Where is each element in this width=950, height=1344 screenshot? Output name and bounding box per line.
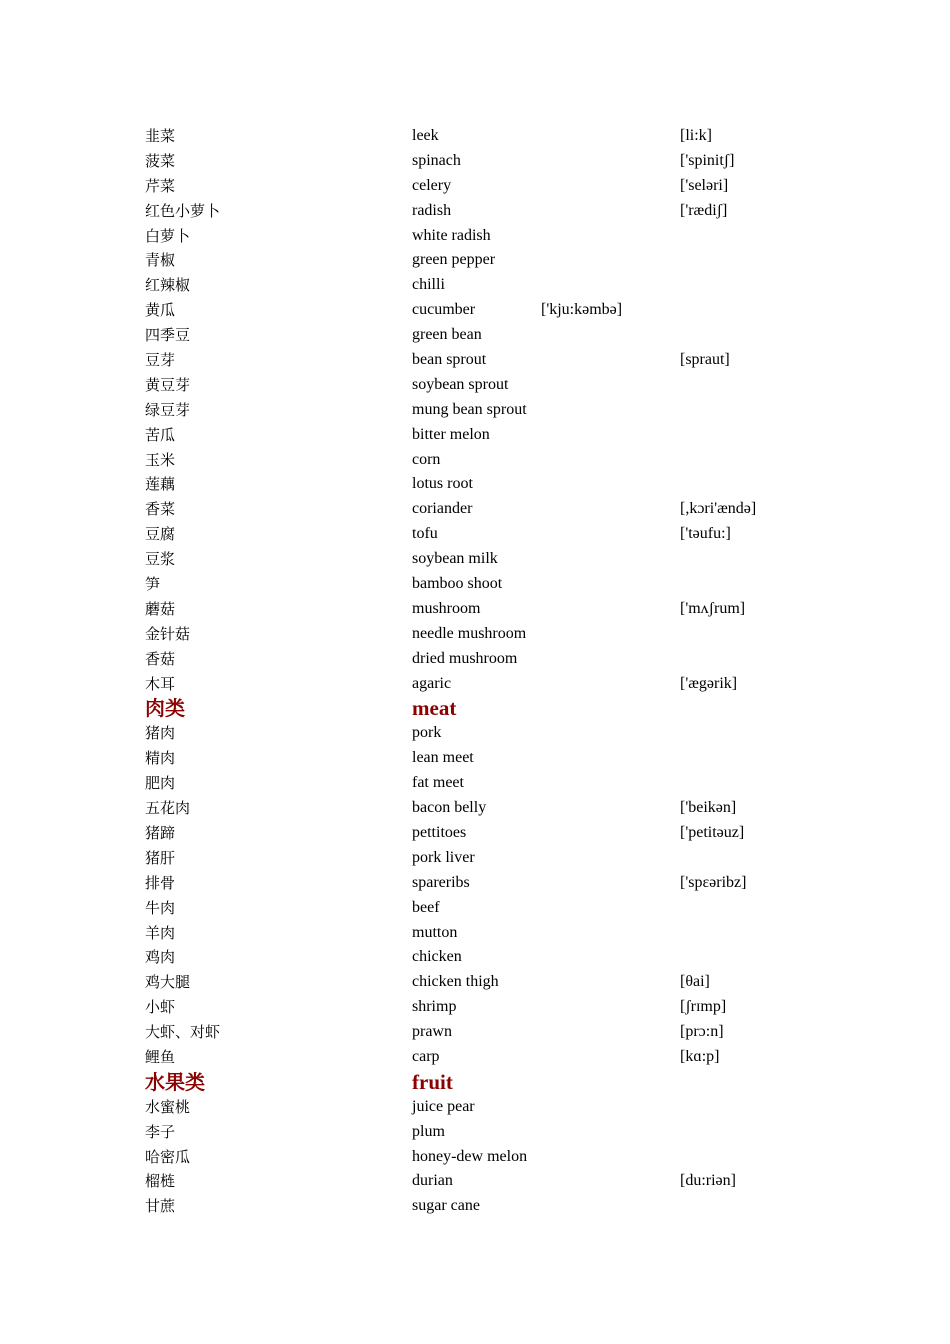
phonetic-transcription: [du:riən] <box>680 1172 736 1190</box>
chinese-term: 牛肉 <box>145 898 176 917</box>
section-heading-row <box>0 1070 950 1095</box>
chinese-term: 哈密瓜 <box>145 1147 191 1166</box>
chinese-term: 水蜜桃 <box>145 1097 191 1116</box>
chinese-term: 猪肝 <box>145 848 176 867</box>
vocabulary-row <box>0 298 950 323</box>
vocabulary-row <box>0 199 950 224</box>
chinese-term: 红辣椒 <box>145 276 191 295</box>
vocabulary-row <box>0 472 950 497</box>
english-term: spareribs <box>412 873 470 891</box>
vocabulary-row <box>0 821 950 846</box>
english-term: fat meet <box>412 774 464 792</box>
english-term: chicken <box>412 948 462 966</box>
vocabulary-row <box>0 1194 950 1219</box>
chinese-term: 芹菜 <box>145 176 176 195</box>
phonetic-transcription: [ʃrɪmp] <box>680 998 727 1016</box>
phonetic-transcription: [prɔ:n] <box>680 1023 724 1041</box>
vocabulary-row <box>0 497 950 522</box>
phonetic-transcription: ['rædiʃ] <box>680 201 728 219</box>
english-term: mushroom <box>412 599 481 617</box>
vocabulary-row <box>0 1045 950 1070</box>
chinese-term: 豆腐 <box>145 525 176 544</box>
chinese-term: 黄豆芽 <box>145 375 191 394</box>
chinese-term: 黄瓜 <box>145 301 176 320</box>
english-term: tofu <box>412 525 438 543</box>
vocabulary-row <box>0 124 950 149</box>
phonetic-transcription: ['mʌʃrum] <box>680 599 746 617</box>
phonetic-transcription: ['spɛəribz] <box>680 873 747 891</box>
chinese-term: 豆浆 <box>145 550 176 569</box>
english-term: pork liver <box>412 848 475 866</box>
vocabulary-row <box>0 622 950 647</box>
chinese-term: 排骨 <box>145 873 176 892</box>
chinese-term: 李子 <box>145 1122 176 1141</box>
english-term: durian <box>412 1172 453 1190</box>
vocabulary-row <box>0 1095 950 1120</box>
chinese-term: 榴梿 <box>145 1172 176 1191</box>
chinese-term: 红色小萝卜 <box>145 201 221 220</box>
english-term: carp <box>412 1047 440 1065</box>
vocabulary-row <box>0 846 950 871</box>
section-heading-english: meat <box>412 696 457 721</box>
phonetic-transcription: ['beikən] <box>680 799 737 817</box>
vocabulary-row <box>0 921 950 946</box>
chinese-term: 鸡大腿 <box>145 973 191 992</box>
english-term: bacon belly <box>412 799 487 817</box>
english-term: mung bean sprout <box>412 400 527 418</box>
vocabulary-row <box>0 796 950 821</box>
english-term: needle mushroom <box>412 624 527 642</box>
section-heading-chinese: 肉类 <box>145 696 185 721</box>
vocabulary-row <box>0 1145 950 1170</box>
vocabulary-row <box>0 448 950 473</box>
chinese-term: 苦瓜 <box>145 425 176 444</box>
phonetic-transcription: [spraut] <box>680 351 730 369</box>
vocabulary-row <box>0 1020 950 1045</box>
chinese-term: 甘蔗 <box>145 1197 176 1216</box>
chinese-term: 韭菜 <box>145 127 176 145</box>
english-term: mutton <box>412 923 458 941</box>
english-term: bitter melon <box>412 425 490 443</box>
chinese-term: 肥肉 <box>145 774 176 793</box>
phonetic-transcription: [li:k] <box>680 127 712 144</box>
english-term: juice pear <box>412 1097 475 1115</box>
english-term: lotus root <box>412 475 473 493</box>
vocabulary-row <box>0 896 950 921</box>
chinese-term: 羊肉 <box>145 923 176 942</box>
english-term: beef <box>412 898 440 916</box>
vocabulary-row <box>0 1120 950 1145</box>
english-term: cucumber <box>412 301 476 319</box>
phonetic-transcription: [,kɔri'ændə] <box>680 500 757 518</box>
chinese-term: 香菜 <box>145 500 176 519</box>
vocabulary-row <box>0 248 950 273</box>
english-term: green bean <box>412 326 482 344</box>
english-term: soybean sprout <box>412 375 509 393</box>
phonetic-transcription: ['təufu:] <box>680 525 731 543</box>
chinese-term: 五花肉 <box>145 799 191 818</box>
phonetic-transcription: ['ægərik] <box>680 674 738 692</box>
vocabulary-row <box>0 398 950 423</box>
vocabulary-row <box>0 348 950 373</box>
vocabulary-row <box>0 1169 950 1194</box>
section-heading-chinese: 水果类 <box>145 1069 205 1094</box>
english-term: corn <box>412 450 441 468</box>
phonetic-transcription: ['spinitʃ] <box>680 151 735 169</box>
english-term: spinach <box>412 151 461 169</box>
vocabulary-row <box>0 224 950 249</box>
english-term: coriander <box>412 500 473 518</box>
english-term: sugar cane <box>412 1197 480 1215</box>
english-term: pettitoes <box>412 823 467 841</box>
english-term: white radish <box>412 226 491 244</box>
vocabulary-row <box>0 174 950 199</box>
english-term: chicken thigh <box>412 973 499 991</box>
chinese-term: 大虾、对虾 <box>145 1023 221 1042</box>
english-term: shrimp <box>412 998 457 1016</box>
vocabulary-row <box>0 373 950 398</box>
vocabulary-row <box>0 672 950 697</box>
chinese-term: 香菇 <box>145 649 176 668</box>
english-term: prawn <box>412 1023 452 1041</box>
chinese-term: 金针菇 <box>145 624 191 643</box>
chinese-term: 青椒 <box>145 251 176 270</box>
english-term: dried mushroom <box>412 649 518 667</box>
vocabulary-row <box>0 771 950 796</box>
section-heading-english: fruit <box>412 1069 453 1094</box>
vocabulary-row <box>0 871 950 896</box>
chinese-term: 玉米 <box>145 450 176 469</box>
vocabulary-row <box>0 547 950 572</box>
english-term: pork <box>412 724 442 742</box>
chinese-term: 蘑菇 <box>145 599 176 618</box>
phonetic-transcription: [θai] <box>680 973 710 991</box>
vocabulary-row <box>0 945 950 970</box>
english-term: chilli <box>412 276 445 294</box>
english-term: plum <box>412 1122 445 1140</box>
vocabulary-row <box>0 721 950 746</box>
chinese-term: 猪肉 <box>145 724 176 743</box>
english-term: bamboo shoot <box>412 575 503 593</box>
chinese-term: 精肉 <box>145 749 176 768</box>
chinese-term: 鲤鱼 <box>145 1047 176 1066</box>
phonetic-transcription: ['petitəuz] <box>680 823 745 841</box>
vocabulary-row <box>0 323 950 348</box>
english-term: agaric <box>412 674 452 692</box>
vocabulary-row <box>0 522 950 547</box>
vocabulary-row <box>0 273 950 298</box>
chinese-term: 猪蹄 <box>145 823 176 842</box>
vocabulary-row <box>0 149 950 174</box>
section-heading-row <box>0 696 950 721</box>
english-term: celery <box>412 176 452 194</box>
vocabulary-list <box>0 124 950 1219</box>
phonetic-transcription: [kɑ:p] <box>680 1047 720 1065</box>
vocabulary-row <box>0 746 950 771</box>
vocabulary-row <box>0 970 950 995</box>
english-term: soybean milk <box>412 550 498 568</box>
chinese-term: 四季豆 <box>145 326 191 345</box>
phonetic-transcription: ['kju:kəmbə] <box>541 301 623 319</box>
english-term: honey-dew melon <box>412 1147 528 1165</box>
english-term: radish <box>412 201 452 219</box>
vocabulary-row <box>0 647 950 672</box>
chinese-term: 莲藕 <box>145 475 176 494</box>
chinese-term: 菠菜 <box>145 151 176 170</box>
chinese-term: 鸡肉 <box>145 948 176 967</box>
vocabulary-row <box>0 572 950 597</box>
chinese-term: 白萝卜 <box>145 226 191 245</box>
phonetic-transcription: ['seləri] <box>680 176 729 194</box>
english-term: bean sprout <box>412 351 487 369</box>
chinese-term: 小虾 <box>145 998 176 1017</box>
chinese-term: 豆芽 <box>145 351 176 370</box>
vocabulary-row <box>0 423 950 448</box>
chinese-term: 木耳 <box>145 674 176 693</box>
chinese-term: 绿豆芽 <box>145 400 191 419</box>
vocabulary-row <box>0 995 950 1020</box>
english-term: leek <box>412 127 439 144</box>
vocabulary-row <box>0 597 950 622</box>
english-term: green pepper <box>412 251 496 269</box>
english-term: lean meet <box>412 749 474 767</box>
chinese-term: 笋 <box>145 575 161 594</box>
